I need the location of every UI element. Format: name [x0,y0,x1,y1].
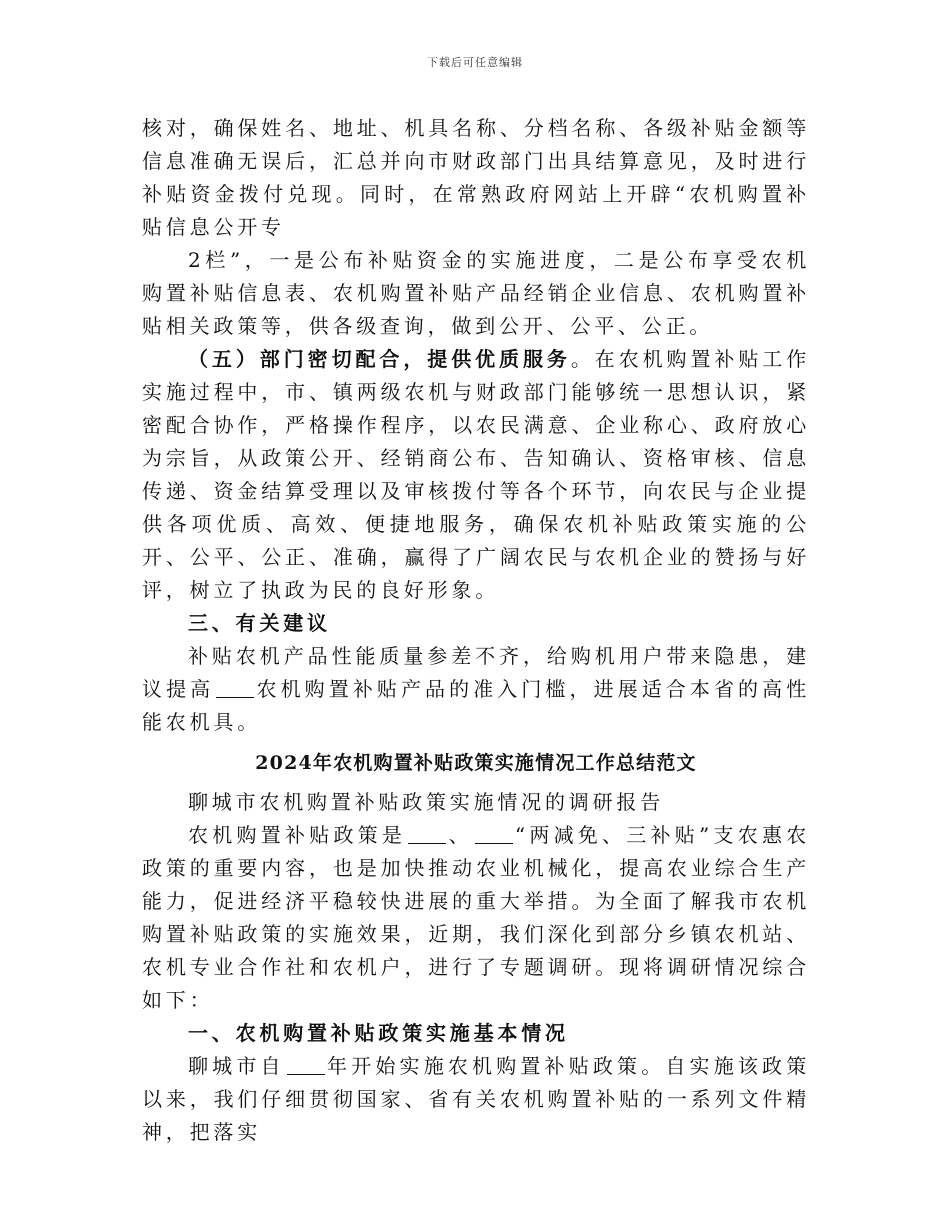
section-heading: 三、有关建议 [188,611,331,635]
paragraph: 核对，确保姓名、地址、机具名称、分档名称、各级补贴金额等信息准确无误后，汇总并向市财政部门出具结算意见，及时进行补贴资金拨付兑现。同时，在常熟政府网站上开辟“农机购置补贴信息公开专 [142,116,810,239]
paragraph-text: 补贴农机产品性能质量参差不齐，给购机用户带来隐患，建议提高 [142,644,810,701]
paragraph [142,640,810,739]
paragraph [142,819,810,1017]
document-body [142,112,810,1149]
paragraph-text: 农机购置补贴产品的准入门槛，进展适合本省的高性能农机具。 [142,677,810,734]
document-title: 2024年农机购置补贴政策实施情况工作总结范文 [255,752,697,774]
paragraph-text: “两减免、三补贴”支农惠农政策的重要内容，也是加快推动农业机械化，提高农业综合生产能力，促进经济平稳较快进展的重大举措。为全面了解我市农机购置补贴政策的实施效果，近期，我们深化到部分乡镇农机站、农机专业合作社和农机户，进行了专题调研。现将调研情况综合如下： [142,823,810,1012]
paragraph [142,343,810,607]
report-subtitle: 聊城市农机购置补贴政策实施情况的调研报告 [188,790,664,814]
paragraph-text: 。在农机购置补贴工作实施过程中，市、镇两级农机与财政部门能够统一思想认识，紧密配合协作，严格操作程序，以农民满意、企业称心、政府放心为宗旨，从政策公开、经销商公布、告知确认、资格审核、信息传递、资金结算受理以及审核拨付等各个环节，向农民与企业提供各项优质、高效、便捷地服务，确保农机补贴政策实施的公开、公平、公正、准确，赢得了广阔农民与农机企业的赞扬与好评，树立了执政为民的良好形象。 [142,347,810,602]
paragraph-text: 年开始实施农机购置补贴政策。自实施该政策以来，我们仔细贯彻国家、省有关农机购置补贴的一系列文件精神，把落实 [142,1054,811,1144]
paragraph: 2栏”，一是公布补贴资金的实施进度，二是公布享受农机购置补贴信息表、农机购置补贴产品经销企业信息、农机购置补贴相关政策等，供各级查询，做到公开、公平、公正。 [142,248,810,338]
blank-underline [287,1073,325,1075]
paragraph-text: 聊城市自 [188,1054,285,1078]
blank-underline [216,696,254,698]
paragraph-heading: （五）部门密切配合，提供优质服务 [188,347,571,371]
blank-underline [408,842,446,844]
paragraph-text: 、 [448,823,473,847]
section-heading: 一、农机购置补贴政策实施基本情况 [188,1021,569,1045]
page-header: 下载后可任意编辑 [427,56,523,69]
paragraph-text: 农机购置补贴政策是 [188,823,407,847]
blank-underline [475,842,513,844]
paragraph [142,1050,810,1149]
